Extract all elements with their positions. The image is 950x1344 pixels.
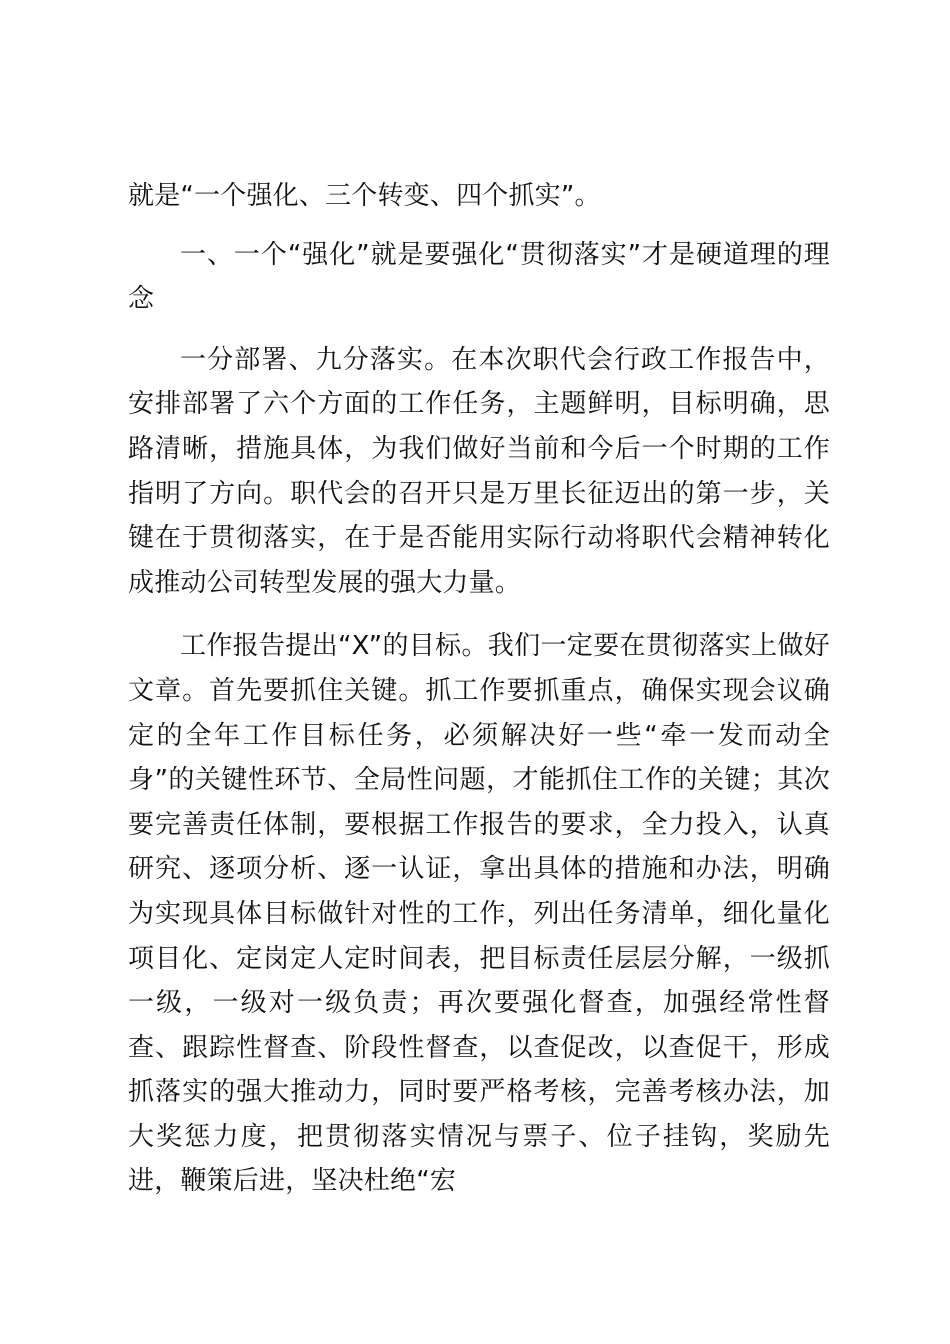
section-heading: 一、一个“强化”就是要强化“贯彻落实”才是硬道理的理念 <box>128 239 830 315</box>
paragraph-work-report: 工作报告提出“X”的目标。我们一定要在贯彻落实上做好文章。首先要抓住关键。抓工作要抓重点，确保实现会议确定的全年工作目标任务，必须解决好一些“牵一发而动全身”的关键性环节、全局性问题，才能抓住工作的关键；其次要完善责任体制，要根据工作报告的要求，全力投入，认真研究、逐项分析、逐一认证，拿出具体的措施和办法，明确为实现具体目标做针对性的工作，列出任务清单，细化量化项目化、定岗定人定时间表，把目标责任层层分解，一级抓一级，一级对一级负责；再次要强化督查，加强经常性督查、跟踪性督查、阶段性督查，以查促改，以查促干，形成抓落实的强大推动力，同时要严格考核，完善考核办法，加大奖惩力度，把贯彻落实情况与票子、位子挂钩，奖励先进，鞭策后进，坚决杜绝“宏 <box>128 631 830 1197</box>
paragraph-deployment: 一分部署、九分落实。在本次职代会行政工作报告中，安排部署了六个方面的工作任务，主题鲜明，目标明确，思路清晰，措施具体，为我们做好当前和今后一个时期的工作指明了方向。职代会的召开只是万里长征迈出的第一步，关键在于贯彻落实，在于是否能用实际行动将职代会精神转化成推动公司转型发展的强大力量。 <box>128 344 830 598</box>
paragraph-intro: 就是“一个强化、三个转变、四个抓实”。 <box>128 181 601 211</box>
document-body <box>128 174 830 1204</box>
